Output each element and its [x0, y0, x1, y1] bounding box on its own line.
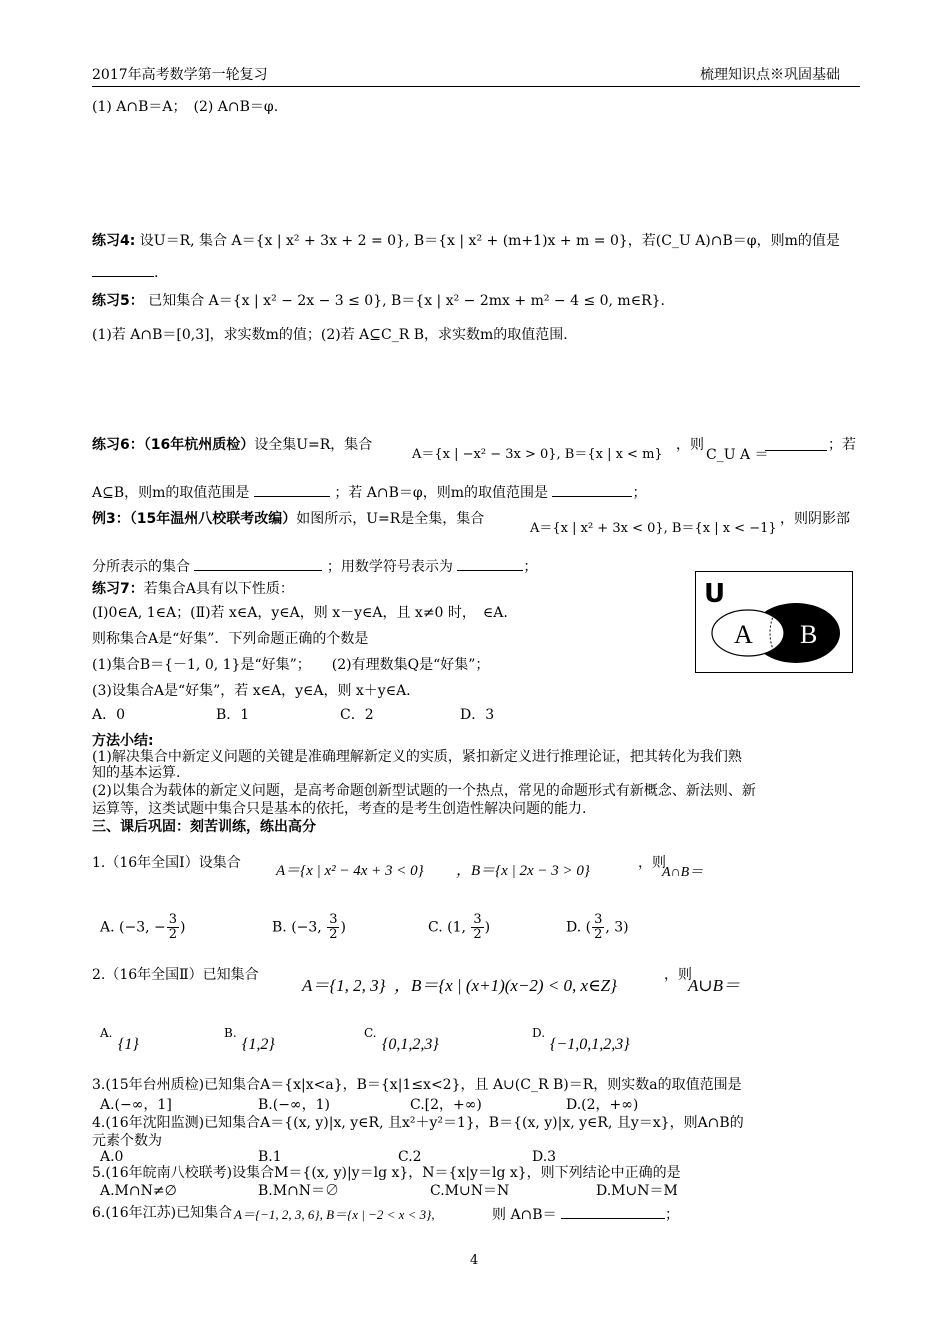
q6-stem: 6.(16年江苏)已知集合 [92, 1205, 233, 1221]
summary-p1a: (1)解决集合中新定义问题的关键是准确理解新定义的实质，紧扣新定义进行推理论证，把其转化为我们熟 [92, 749, 742, 765]
q1-option-d[interactable] [566, 913, 629, 942]
exercise-7 [92, 580, 294, 598]
q5-option-d[interactable]: D.M∪N＝M [596, 1183, 678, 1199]
header-rule [92, 86, 860, 87]
q1-stem: 1.（16年全国Ⅰ）设集合 [92, 855, 241, 871]
example-3-line2b: ；用数学符号表示为 [326, 559, 453, 575]
option-a[interactable]: A．0 [92, 707, 126, 723]
q5-stem: 5.(16年皖南八校联考)设集合M＝{(x, y)|y＝lg x}，N＝{x|y＝lg x}，则下列结论中正确的是 [92, 1165, 681, 1181]
option-b[interactable]: B．1 [216, 707, 250, 723]
q2-set-b: ，B＝{x | (x+1)(x−2) < 0, x∈Z} [394, 976, 617, 995]
q1-set-a: A＝{x | x² − 4x + 3 < 0} [276, 863, 424, 879]
venn-diagram [695, 571, 853, 673]
option-d[interactable]: D．3 [460, 707, 495, 723]
q1-option-b-text: B. (−3, [272, 919, 327, 936]
summary-title: 方法小结: [92, 733, 154, 749]
q4-option-b[interactable]: B.1 [258, 1149, 282, 1165]
q3-option-a[interactable]: A.(−∞，1] [100, 1097, 172, 1113]
q3-option-c[interactable]: C.[2，+∞) [410, 1097, 482, 1113]
q6-end: ； [665, 1207, 680, 1223]
fraction [167, 913, 179, 942]
option-c[interactable]: C．2 [340, 707, 374, 723]
exercise-6-then: ，则 [676, 437, 704, 453]
answer-blank[interactable] [92, 262, 154, 277]
q1-option-a[interactable] [100, 913, 186, 942]
frac-num: 3 [473, 912, 482, 927]
answer-blank[interactable] [194, 556, 322, 571]
q1-option-d-tail: , 3) [605, 919, 629, 936]
q3-option-d[interactable]: D.(2，+∞) [566, 1097, 639, 1113]
exercise-6-line2b: ；若 A∩B＝φ，则m的取值范围是 [334, 485, 548, 501]
q2-stem: 2.（16年全国Ⅱ）已知集合 [92, 967, 259, 983]
q2-option-b-label: B. [224, 1026, 237, 1040]
answer-blank[interactable] [552, 482, 632, 497]
q4-stem: 4.(16年沈阳监测)已知集合A＝{(x, y)|x, y∈R, 且x²＋y²＝1}，B＝{(x, y)|x, y∈R, 且y＝x}，则A∩B的 [92, 1115, 744, 1131]
q1-option-a-text: A. (−3, − [100, 919, 166, 936]
exercise-7-text: 若集合A具有以下性质： [143, 581, 294, 597]
summary-p2b: 运算等，这类试题中集合只是基本的依托，考查的是考生创造性解决问题的能力. [92, 801, 587, 817]
q1-ask: A∩B＝ [662, 865, 704, 880]
frac-num: 3 [329, 912, 338, 927]
exercise-6-if: ；若 [828, 437, 856, 453]
venn-b-label: B [800, 620, 818, 649]
answer-blank[interactable] [561, 1204, 665, 1219]
answer-blank[interactable] [765, 436, 827, 451]
q6-ask: 则 A∩B＝ [492, 1207, 557, 1223]
frac-den: 2 [473, 927, 482, 942]
q1-option-a-tail: ) [180, 919, 186, 936]
example-3-set: A＝{x | x² + 3x < 0}, B＝{x | x < −1} [530, 521, 777, 536]
q1-then: ，则 [638, 855, 666, 871]
q5-option-b[interactable]: B.M∩N＝∅ [258, 1183, 340, 1199]
exercise-4-label: 练习4: [92, 233, 136, 249]
summary-p2a: (2)以集合为载体的新定义问题，是高考命题创新型试题的一个热点，常见的命题形式有新概念、新法则、新 [92, 783, 756, 799]
example-3-tail: ，则阴影部 [780, 511, 850, 527]
header-left: 2017年高考数学第一轮复习 [92, 67, 268, 83]
exercise-7-prop-12: (1)集合B＝{－1, 0, 1}是“好集”； (2)有理数集Q是“好集”； [92, 657, 490, 673]
q2-option-c-label: C. [364, 1026, 377, 1040]
exercise-5-label: 练习5： [92, 293, 144, 309]
exercise-6-line2: A⊆B，则m的取值范围是 ；若 A∩B＝φ，则m的取值范围是 ； [92, 482, 646, 502]
exercise-4-text: 设U＝R, 集合 A＝{x | x² + 3x + 2 = 0}, B＝{x | x² + (m+1)x + m = 0}，若(C_U A)∩B＝φ，则m的值是 [139, 233, 840, 249]
frac-den: 2 [594, 927, 603, 942]
exercise-6-set: A＝{x | −x² − 3x > 0}, B＝{x | x < m} [412, 447, 663, 462]
venn-svg [696, 572, 851, 671]
q6-set: A＝{−1, 2, 3, 6}, B＝{x | −2 < x < 3}, [234, 1207, 435, 1222]
exercise-5 [92, 292, 665, 310]
exercise-7-label: 练习7： [92, 581, 144, 597]
exercise-6-line2a: A⊆B，则m的取值范围是 [92, 485, 250, 501]
q1-set-b: ，B＝{x | 2x − 3 > 0} [456, 863, 590, 879]
page-number: 4 [470, 1253, 479, 1268]
venn-a-label: A [734, 620, 753, 649]
frac-num: 3 [594, 912, 603, 927]
example-3-label: 例3：（15年温州八校联考改编） [92, 511, 297, 527]
exercise-4-answer: . [92, 262, 158, 282]
q1-option-b[interactable] [272, 913, 346, 942]
q3-option-b[interactable]: B.(−∞，1) [258, 1097, 330, 1113]
frac-den: 2 [168, 927, 178, 942]
q2-option-d-label: D. [532, 1026, 546, 1040]
q1-option-c[interactable] [428, 913, 490, 942]
q2-option-d[interactable]: {−1,0,1,2,3} [550, 1036, 630, 1053]
q1-option-d-text: D. ( [566, 919, 592, 936]
q4-option-a[interactable]: A.0 [100, 1149, 124, 1165]
q2-option-a[interactable]: {1} [118, 1036, 139, 1053]
q2-set-a: A＝{1, 2, 3} [302, 976, 386, 995]
q2-option-b[interactable]: {1,2} [242, 1036, 275, 1053]
frac-den: 2 [329, 927, 338, 942]
fraction [327, 913, 339, 942]
exercise-4 [92, 232, 840, 250]
frac-num: 3 [168, 912, 178, 927]
q2-then: ，则 [664, 967, 692, 983]
answer-blank[interactable] [457, 556, 523, 571]
example-3-line2: 分所表示的集合 ；用数学符号表示为 ； [92, 556, 537, 576]
q1-option-c-text: C. (1, [428, 919, 471, 936]
exercise-6-label: 练习6：（16年杭州质检） [92, 437, 255, 453]
q2-option-c[interactable]: {0,1,2,3} [382, 1036, 439, 1053]
q2-option-a-label: A. [100, 1026, 113, 1040]
exercise-6 [92, 436, 372, 454]
q4-option-d[interactable]: D.3 [532, 1149, 557, 1165]
venn-u-label: U [704, 579, 726, 609]
answer-blank[interactable] [254, 482, 330, 497]
q5-option-c[interactable]: C.M∪N＝N [430, 1183, 510, 1199]
summary-p1b: 知的基本运算. [92, 765, 181, 781]
fraction [471, 913, 483, 942]
q4-option-c[interactable]: C.2 [398, 1149, 422, 1165]
q2-ask: A∪B＝ [688, 976, 741, 995]
exercise-5-parts: (1)若 A∩B＝[0,3]，求实数m的值；(2)若 A⊆C_R B，求实数m的取值范围. [92, 327, 568, 343]
fraction [592, 913, 604, 942]
exercise-7-cond: (Ⅰ)0∈A, 1∈A；(Ⅱ)若 x∈A，y∈A，则 x－y∈A，且 x≠0 时， ∈A. [92, 605, 508, 621]
q3-stem: 3.(15年台州质检)已知集合A＝{x|x<a}，B＝{x|1≤x<2}，且 A∪(C_R B)＝R，则实数a的取值范围是 [92, 1077, 742, 1093]
q4-line2: 元素个数为 [92, 1133, 162, 1149]
exercise-7-def: 则称集合A是“好集”．下列命题正确的个数是 [92, 631, 369, 647]
answer-line: (1) A∩B＝A； (2) A∩B＝φ. [92, 99, 279, 115]
exercise-5-text: 已知集合 A＝{x | x² − 2x − 3 ≤ 0}, B＝{x | x² − 2mx + m² − 4 ≤ 0, m∈R}. [148, 293, 665, 309]
exercise-6-cua: C_U A ＝ [706, 447, 769, 463]
example-3-text: 如图所示，U=R是全集，集合 [296, 511, 485, 527]
section-3-heading: 三、课后巩固：刻苦训练，练出高分 [92, 819, 316, 835]
exercise-7-prop-3: (3)设集合A是“好集”，若 x∈A，y∈A，则 x＋y∈A. [92, 683, 411, 699]
example-3-line2a: 分所表示的集合 [92, 559, 190, 575]
exercise-6-text: 设全集U=R，集合 [254, 437, 373, 453]
q6-ask-wrap [492, 1204, 679, 1224]
q5-option-a[interactable]: A.M∩N≠∅ [100, 1183, 177, 1199]
example-3 [92, 510, 484, 528]
header-right: 梳理知识点※巩固基础 [700, 67, 840, 83]
q1-option-b-tail: ) [340, 919, 346, 936]
exercise-6-blank-1-wrap [765, 436, 827, 456]
q1-option-c-tail: ) [484, 919, 491, 936]
